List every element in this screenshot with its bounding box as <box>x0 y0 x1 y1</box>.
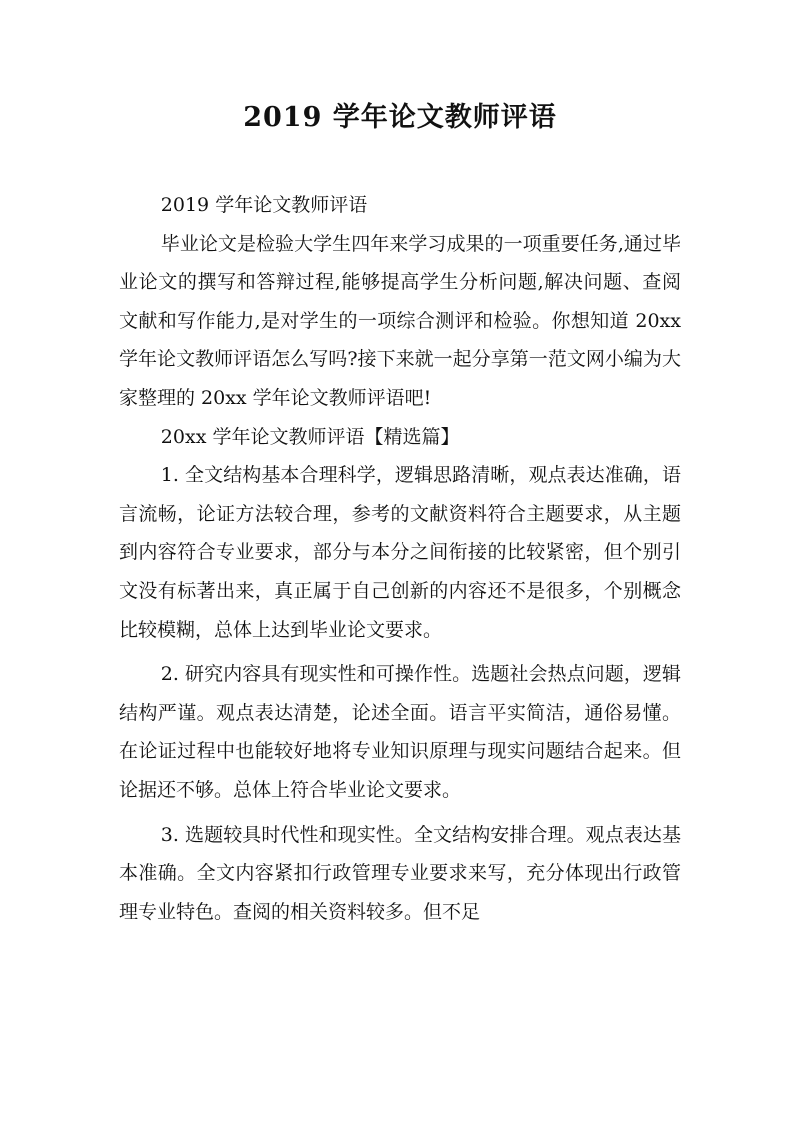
section-heading: 20xx 学年论文教师评语【精选篇】 <box>160 425 460 448</box>
comment-paragraph-3: 3. 选题较具时代性和现实性。全文结构安排合理。观点表达基本准确。全文内容紧扣行政管理专业要求来写，充分体现出行政管理专业特色。查阅的相关资料较多。但不足 <box>119 823 681 923</box>
comment-paragraph-2: 2. 研究内容具有现实性和可操作性。选题社会热点问题，逻辑结构严谨。观点表达清楚，论述全面。语言平实简洁，通俗易懂。在论证过程中也能较好地将专业知识原理与现实问题结合起来。但论据还不够。总体上符合毕业论文要求。 <box>119 663 681 801</box>
document-title: 2019 学年论文教师评语 <box>243 102 557 133</box>
comment-paragraph-1: 1. 全文结构基本合理科学，逻辑思路清晰，观点表达准确，语言流畅，论证方法较合理，参考的文献资料符合主题要求，从主题到内容符合专业要求，部分与本分之间衔接的比较紧密，但个别引文没有标著出来，真正属于自己创新的内容还不是很多，个别概念比较模糊，总体上达到毕业论文要求。 <box>119 464 681 641</box>
intro-paragraph: 毕业论文是检验大学生四年来学习成果的一项重要任务,通过毕业论文的撰写和答辩过程,能够提高学生分析问题,解决问题、查阅文献和写作能力,是对学生的一项综合测评和检验。你想知道 20xx 学年论文教师评语怎么写吗?接下来就一起分享第一范文网小编为大家整理的 20xx 学年论文教师评语吧! <box>119 232 681 409</box>
body-heading: 2019 学年论文教师评语 <box>160 194 368 216</box>
document-body <box>119 186 681 931</box>
